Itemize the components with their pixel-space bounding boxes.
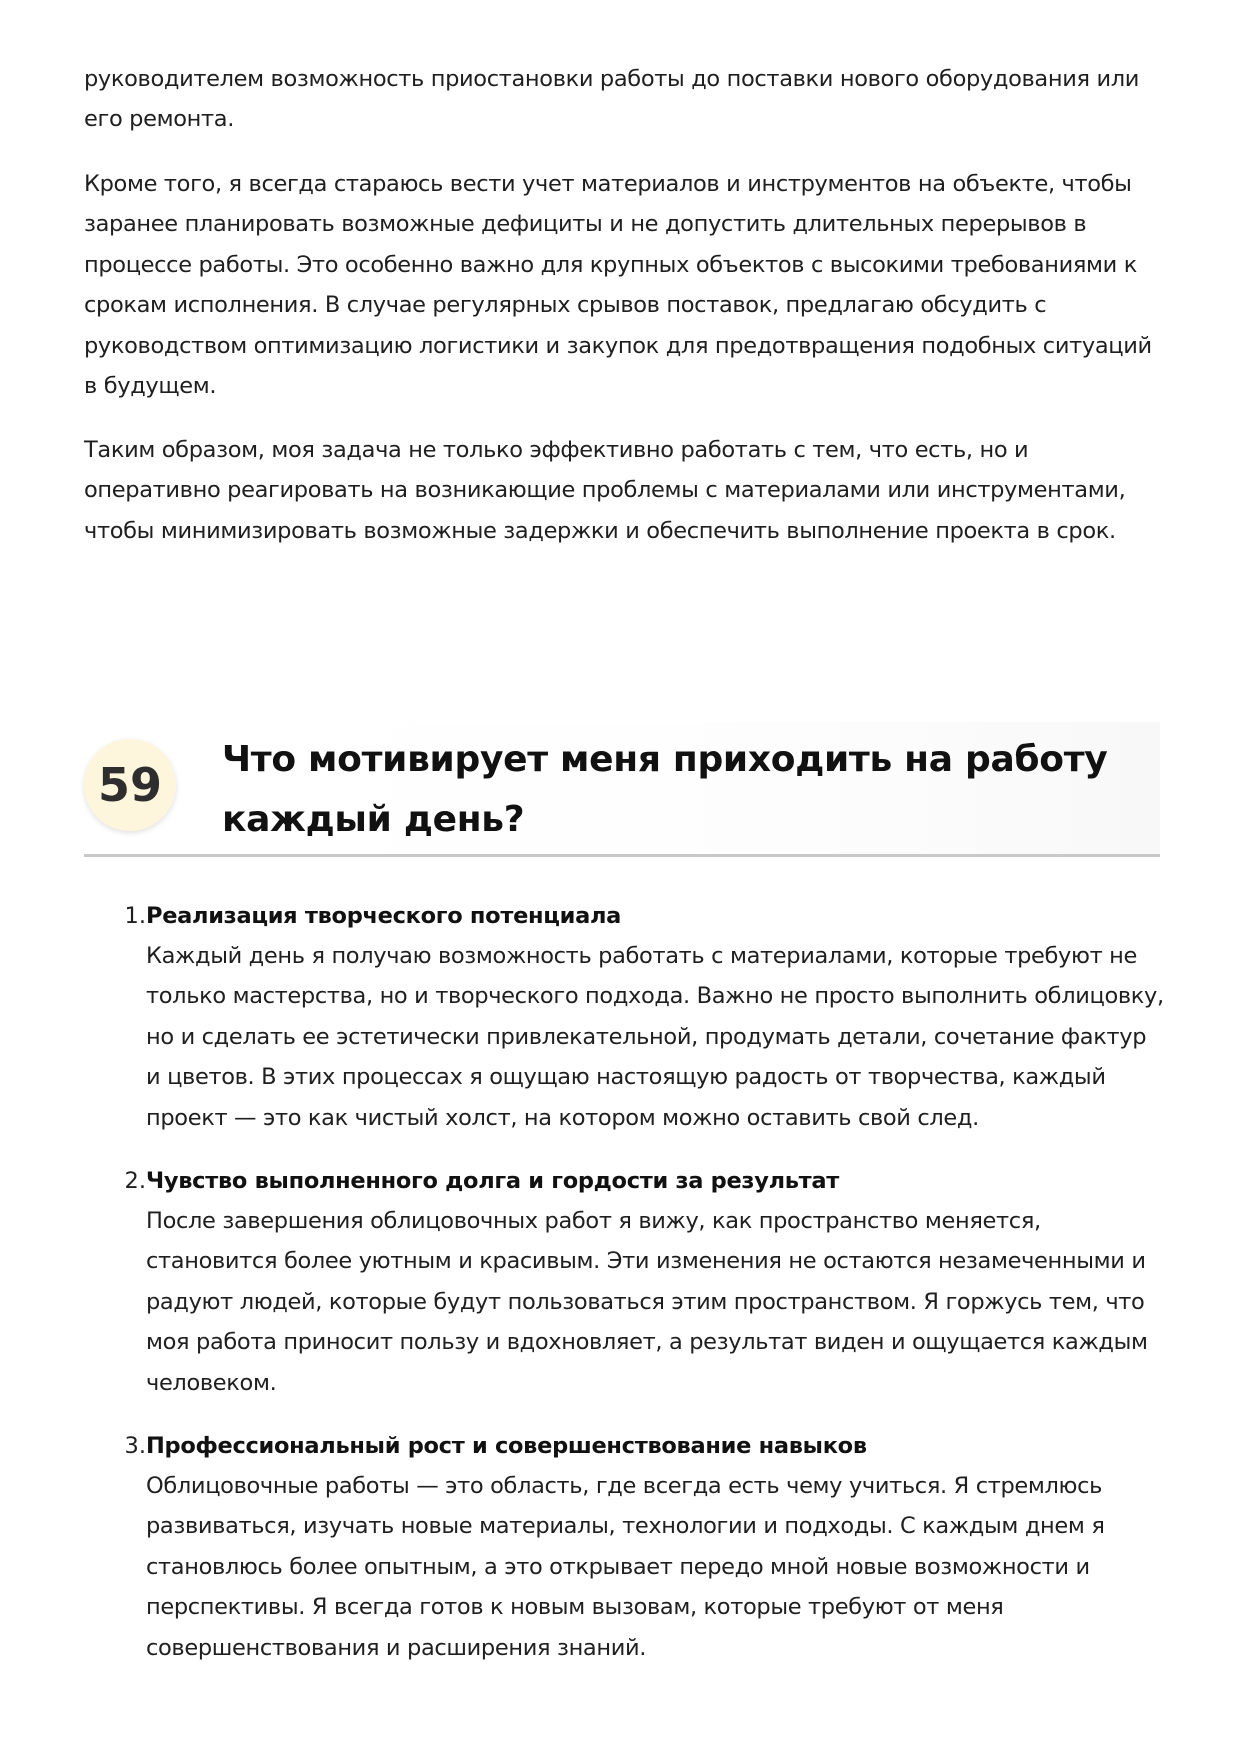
question-number-badge: 59 <box>84 739 176 831</box>
paragraph-inventory: Кроме того, я всегда стараюсь вести учет материалов и инструментов на объекте, чтобы заранее планировать возможные дефициты и не допустить длительных перерывов в процессе работы. Это особенно важно для крупных объектов с высокими требованиями к срокам исполнения. В случае регулярных срывов поставок, предлагаю обсудить с руководством оптимизацию логистики и закупок для предотвращения подобных ситуаций в будущем. <box>84 171 1152 400</box>
question-title: Что мотивирует меня приходить на работу каждый день? <box>222 739 1108 840</box>
list-item-heading: Реализация творческого потенциала <box>146 903 622 929</box>
question-header <box>84 722 1160 857</box>
list-item-body: Облицовочные работы — это область, где всегда есть чему учиться. Я стремлюсь развиваться, изучать новые материалы, технологии и подходы. С каждым днем я становлюсь более опытным, а это открывает передо мной новые возможности и перспективы. Я всегда готов к новым вызовам, которые требуют от меня совершенствования и расширения знаний. <box>146 1473 1105 1661</box>
list-item-heading: Профессиональный рост и совершенствование навыков <box>146 1433 867 1459</box>
list-item-body: После завершения облицовочных работ я вижу, как пространство меняется, становится более уютным и красивым. Эти изменения не остаются незамеченными и радуют людей, которые будут пользоваться этим пространством. Я горжусь тем, что моя работа приносит пользу и вдохновляет, а результат виден и ощущается каждым человеком. <box>146 1208 1148 1396</box>
list-item-marker: 2. <box>124 1168 146 1194</box>
list-item-marker: 3. <box>124 1433 146 1459</box>
paragraph-conclusion: Таким образом, моя задача не только эффективно работать с тем, что есть, но и оперативно реагировать на возникающие проблемы с материалами или инструментами, чтобы минимизировать возможные задержки и обеспечить выполнение проекта в срок. <box>84 437 1126 544</box>
list-item-marker: 1. <box>124 903 146 929</box>
list-item-heading: Чувство выполненного долга и гордости за результат <box>146 1168 840 1194</box>
list-item-body: Каждый день я получаю возможность работать с материалами, которые требуют не только мастерства, но и творческого подхода. Важно не просто выполнить облицовку, но и сделать ее эстетически привлекательной, продумать детали, сочетание фактур и цветов. В этих процессах я ощущаю настоящую радость от творчества, каждый проект — это как чистый холст, на котором можно оставить свой след. <box>146 943 1164 1131</box>
paragraph-continuation: руководителем возможность приостановки работы до поставки нового оборудования или его ремонта. <box>84 66 1140 133</box>
